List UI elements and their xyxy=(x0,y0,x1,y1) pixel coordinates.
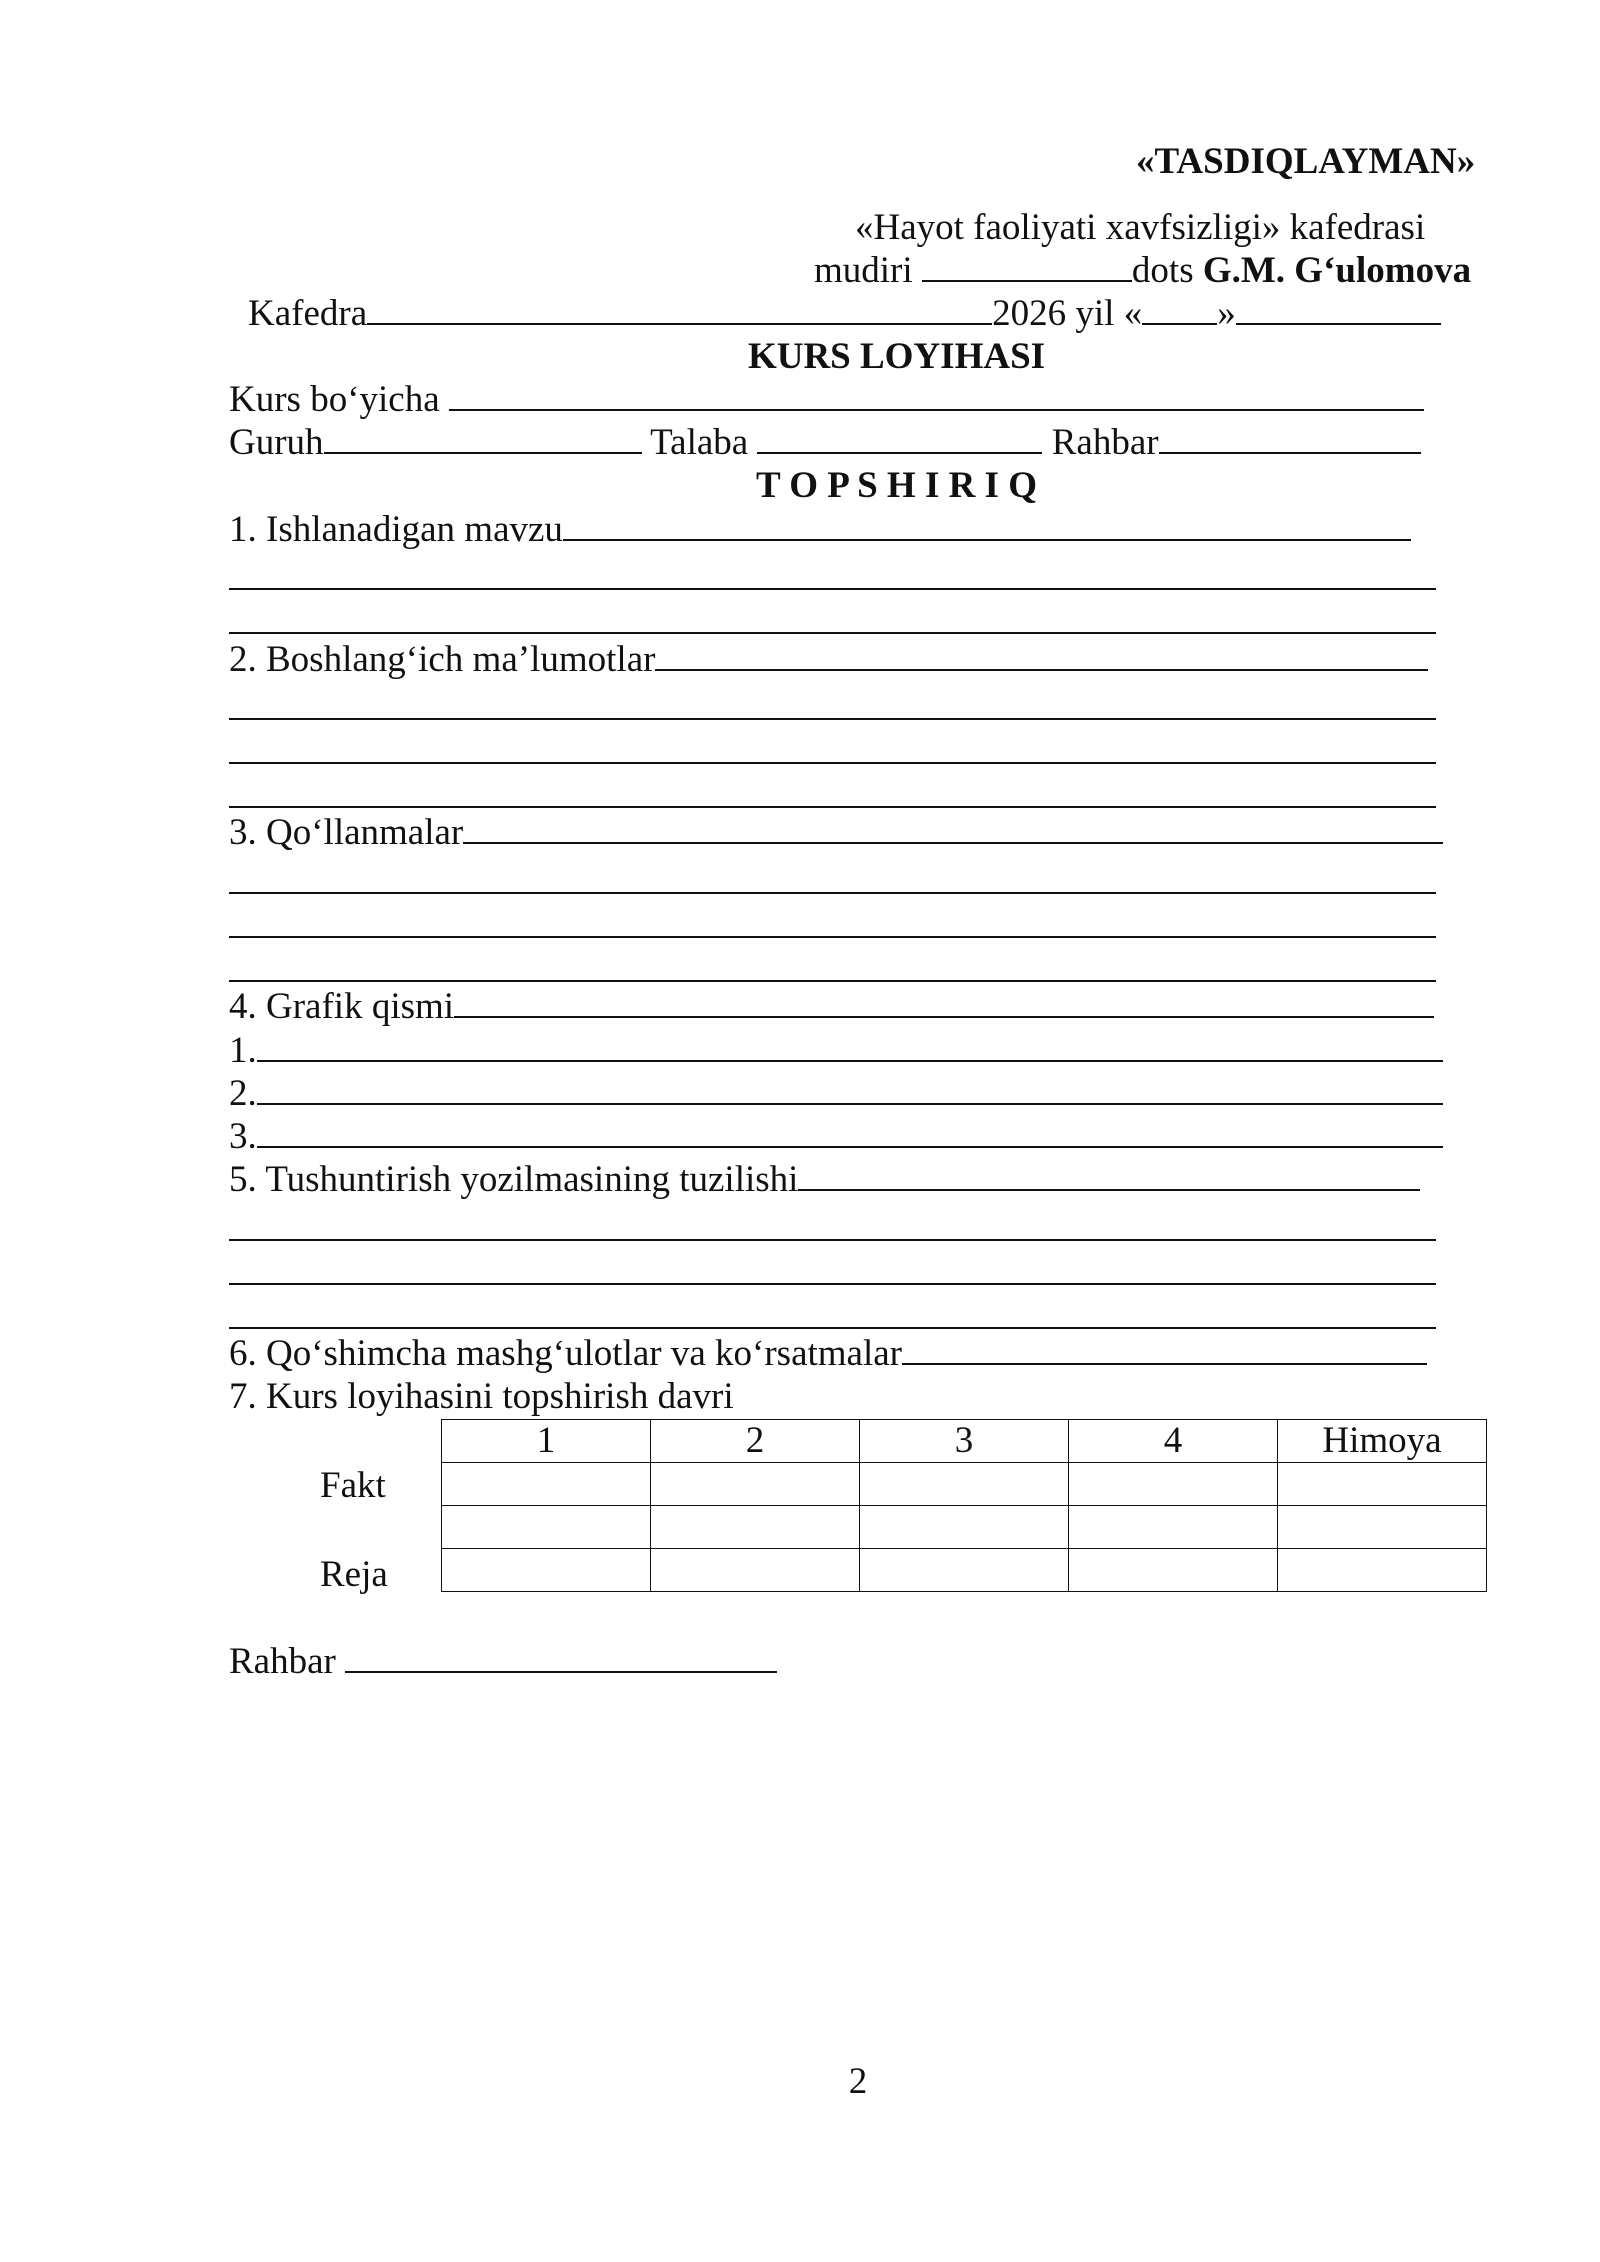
course-line xyxy=(229,378,1424,422)
schedule-cell[interactable] xyxy=(651,1506,860,1549)
graphic-item-1-label: 1. xyxy=(229,1030,257,1071)
schedule-header-3: 3 xyxy=(860,1420,1069,1463)
year-text: 2026 yil « xyxy=(992,293,1143,334)
graphic-item-3-label: 3. xyxy=(229,1116,257,1157)
manuals-blank-line-4[interactable] xyxy=(229,980,1436,982)
graphic-blank[interactable] xyxy=(454,986,1434,1018)
schedule-cell[interactable] xyxy=(442,1463,651,1506)
schedule-cell[interactable] xyxy=(860,1549,1069,1592)
schedule-header-2: 2 xyxy=(651,1420,860,1463)
graphic-item-2 xyxy=(229,1072,1443,1116)
quote-close: » xyxy=(1217,293,1236,334)
topic-label: 1. Ishlanadigan mavzu xyxy=(229,509,563,550)
initial-data-line xyxy=(229,638,1428,682)
group-label: Guruh xyxy=(229,422,324,463)
month-blank[interactable] xyxy=(1236,293,1441,325)
graphic-line xyxy=(229,985,1434,1029)
manuals-blank-line-2[interactable] xyxy=(229,892,1436,894)
group-blank[interactable] xyxy=(324,422,642,454)
schedule-cell[interactable] xyxy=(1069,1463,1278,1506)
graphic-item-3 xyxy=(229,1115,1443,1159)
day-blank[interactable] xyxy=(1142,293,1217,325)
signature-blank[interactable] xyxy=(345,1641,777,1673)
schedule-header-defense: Himoya xyxy=(1278,1420,1487,1463)
row-label-plan: Reja xyxy=(320,1554,388,1595)
supervisor-label: Rahbar xyxy=(1051,422,1159,463)
schedule-header-1: 1 xyxy=(442,1420,651,1463)
initial-data-blank-line-2[interactable] xyxy=(229,718,1436,720)
topic-line xyxy=(229,508,1411,552)
structure-label: 5. Tushuntirish yozilmasining tuzilishi xyxy=(229,1159,799,1200)
schedule-cell[interactable] xyxy=(1278,1506,1487,1549)
schedule-cell[interactable] xyxy=(442,1549,651,1592)
extra-blank[interactable] xyxy=(902,1333,1427,1365)
head-prefix: mudiri xyxy=(814,250,913,291)
supervisor-blank[interactable] xyxy=(1159,422,1421,454)
signature-line xyxy=(229,1640,777,1684)
initial-data-blank[interactable] xyxy=(655,639,1428,671)
schedule-label: 7. Kurs loyihasini topshirish davri xyxy=(229,1376,734,1417)
structure-blank-line-2[interactable] xyxy=(229,1239,1436,1241)
student-blank[interactable] xyxy=(757,422,1042,454)
manuals-label: 3. Qo‘llanmalar xyxy=(229,812,464,853)
schedule-cell[interactable] xyxy=(651,1463,860,1506)
extra-line xyxy=(229,1332,1427,1376)
structure-blank[interactable] xyxy=(798,1159,1420,1191)
schedule-table xyxy=(441,1419,1487,1592)
manuals-blank[interactable] xyxy=(463,812,1443,844)
structure-line xyxy=(229,1158,1420,1202)
signature-label: Rahbar xyxy=(229,1641,336,1682)
course-blank[interactable] xyxy=(449,379,1424,411)
schedule-cell[interactable] xyxy=(1069,1549,1278,1592)
assignment-title: T O P S H I R I Q xyxy=(755,465,1037,506)
schedule-cell[interactable] xyxy=(860,1506,1069,1549)
initial-data-blank-line-3[interactable] xyxy=(229,762,1436,764)
group-student-line xyxy=(229,421,1421,465)
department-date-line xyxy=(248,292,1441,336)
schedule-cell[interactable] xyxy=(651,1549,860,1592)
table-row xyxy=(442,1549,1487,1592)
manuals-line xyxy=(229,811,1443,855)
extra-label: 6. Qo‘shimcha mashg‘ulotlar va ko‘rsatmalar xyxy=(229,1333,902,1374)
student-label: Talaba xyxy=(650,422,749,463)
table-row xyxy=(442,1506,1487,1549)
schedule-cell[interactable] xyxy=(1069,1506,1278,1549)
schedule-cell[interactable] xyxy=(860,1463,1069,1506)
graphic-label: 4. Grafik qismi xyxy=(229,986,455,1027)
department-label: Kafedra xyxy=(248,293,368,334)
graphic-item-1-blank[interactable] xyxy=(257,1030,1443,1062)
page-number: 2 xyxy=(848,2061,868,2102)
department-head-line xyxy=(814,249,1471,293)
structure-blank-line-3[interactable] xyxy=(229,1283,1436,1285)
initial-data-label: 2. Boshlang‘ich ma’lumotlar xyxy=(229,639,656,680)
row-label-fact: Fakt xyxy=(320,1465,386,1506)
manuals-blank-line-3[interactable] xyxy=(229,936,1436,938)
topic-blank-line-2[interactable] xyxy=(229,588,1436,590)
graphic-item-2-label: 2. xyxy=(229,1073,257,1114)
initial-data-blank-line-4[interactable] xyxy=(229,806,1436,808)
head-name: G.M. G‘ulomova xyxy=(1202,250,1472,291)
schedule-header-row xyxy=(442,1420,1487,1463)
course-label: Kurs bo‘yicha xyxy=(229,379,440,420)
document-title: KURS LOYIHASI xyxy=(747,336,1046,377)
schedule-cell[interactable] xyxy=(1278,1463,1487,1506)
graphic-item-2-blank[interactable] xyxy=(257,1073,1443,1105)
approval-heading: «TASDIQLAYMAN» xyxy=(1136,141,1476,182)
structure-blank-line-4[interactable] xyxy=(229,1327,1436,1329)
schedule-header-4: 4 xyxy=(1069,1420,1278,1463)
department-line: «Hayot faoliyati xavfsizligi» kafedrasi xyxy=(855,207,1426,248)
graphic-item-3-blank[interactable] xyxy=(257,1116,1443,1148)
table-row xyxy=(442,1463,1487,1506)
head-signature-blank[interactable] xyxy=(922,250,1132,282)
topic-blank[interactable] xyxy=(563,509,1411,541)
department-blank[interactable] xyxy=(367,293,992,325)
head-title: dots xyxy=(1131,250,1194,291)
graphic-item-1 xyxy=(229,1029,1443,1073)
schedule-cell[interactable] xyxy=(1278,1549,1487,1592)
schedule-cell[interactable] xyxy=(442,1506,651,1549)
topic-blank-line-3[interactable] xyxy=(229,632,1436,634)
